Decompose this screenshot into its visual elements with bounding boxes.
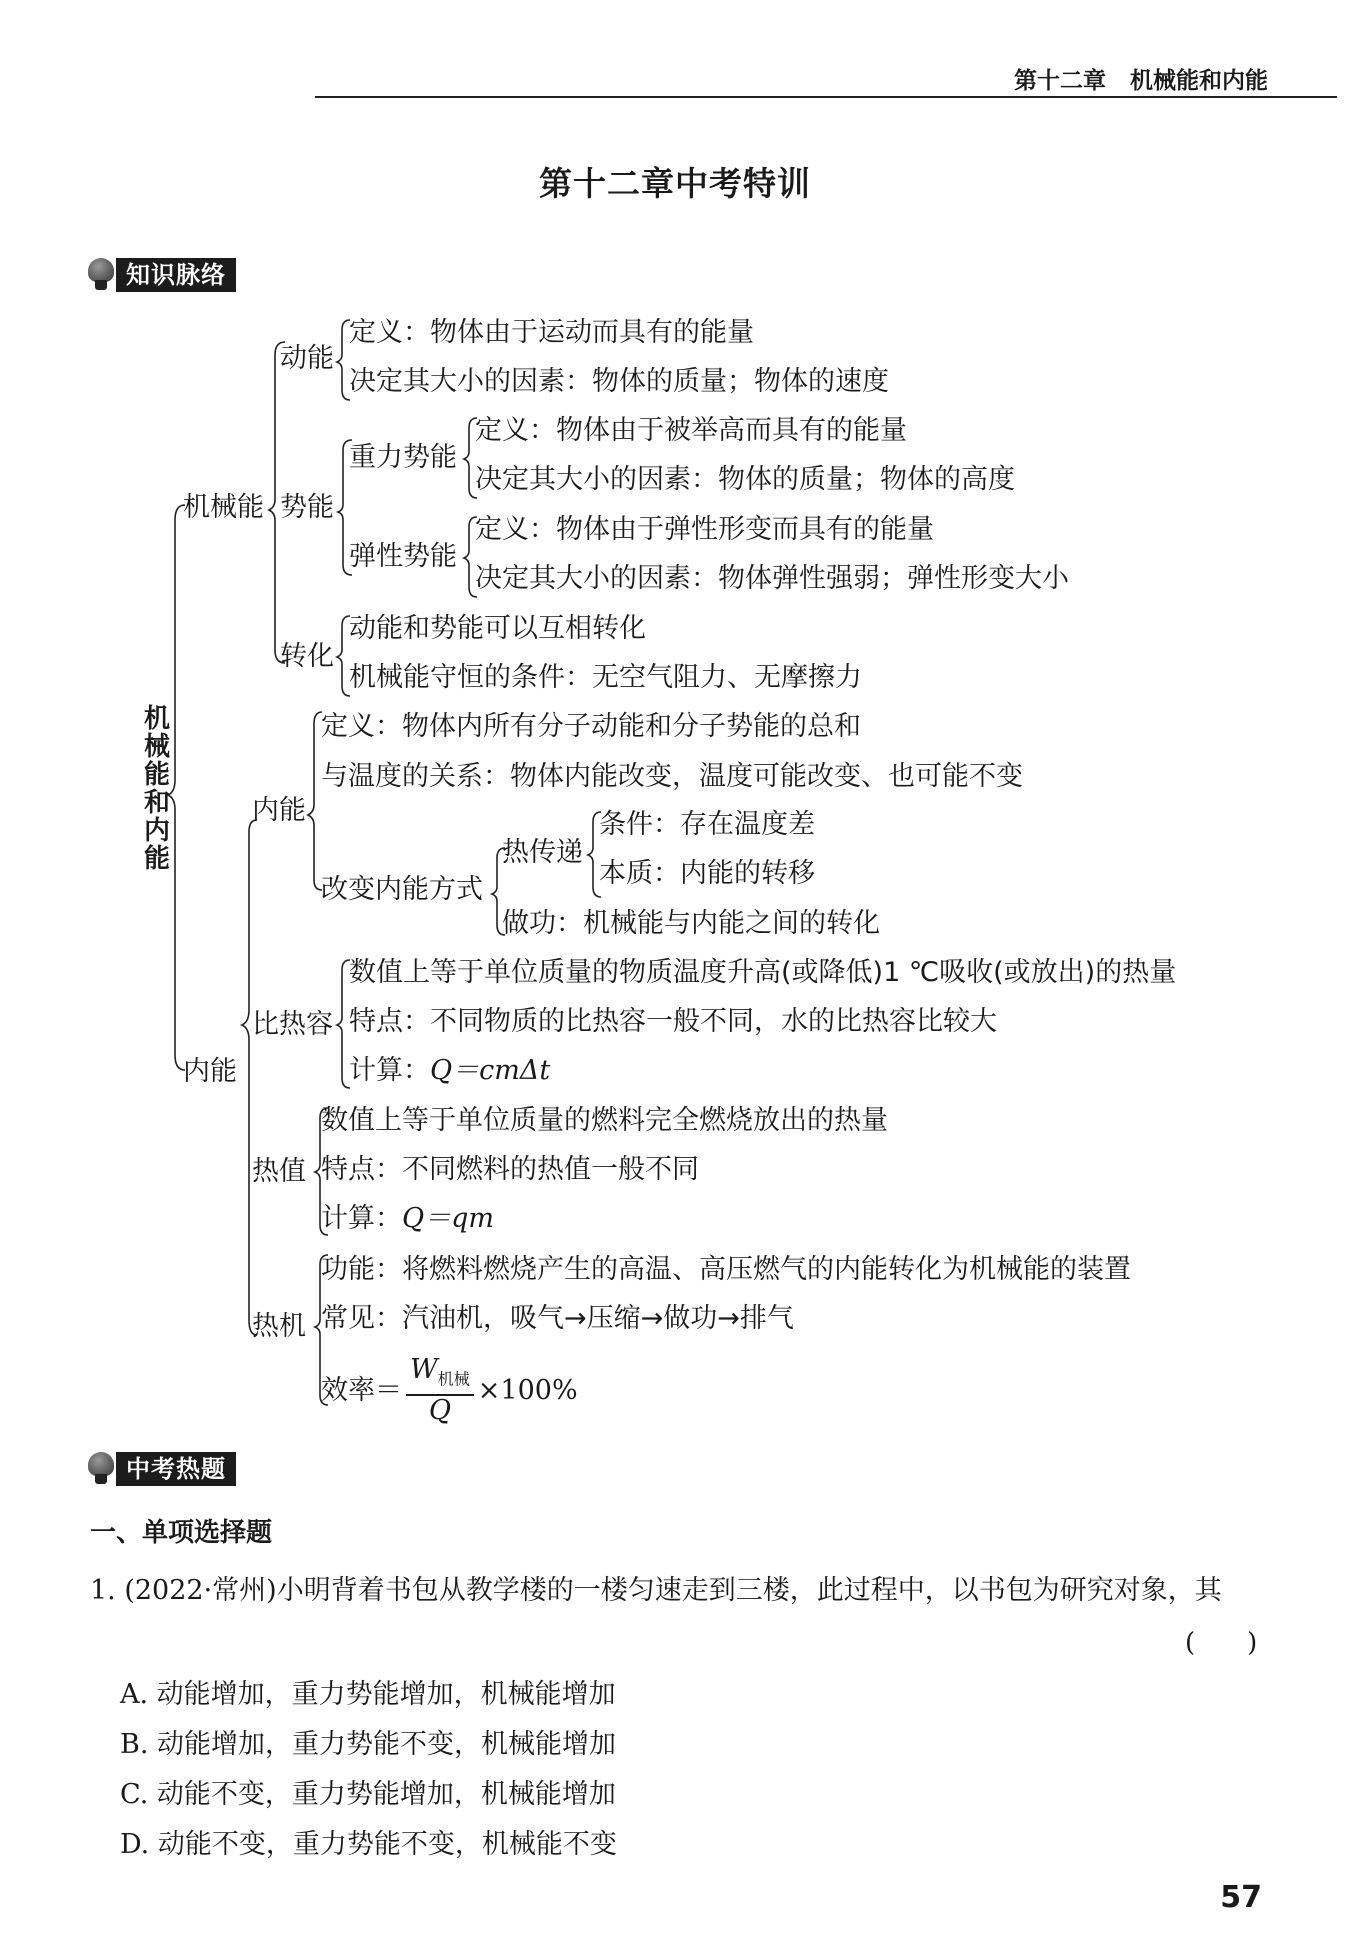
node-internal: 内能 [183,1056,237,1087]
eng-3-num: W [410,1354,438,1385]
hv-3-label: 计算： [321,1203,402,1234]
node-gravity-factors: 决定其大小的因素：物体的质量；物体的高度 [475,464,1015,495]
node-gravity: 重力势能 [349,442,457,473]
node-convert-2: 机械能守恒的条件：无空气阻力、无摩擦力 [349,662,862,693]
option-c: C. 动能不变，重力势能增加，机械能增加 [120,1779,616,1810]
node-elastic: 弹性势能 [349,541,457,572]
option-a: A. 动能增加，重力势能增加，机械能增加 [120,1679,616,1710]
brace-internal-sub [308,712,322,890]
node-kinetic-factors: 决定其大小的因素：物体的质量；物体的速度 [349,366,889,397]
tree-root: 机械能和内能 [143,704,170,874]
answer-blank: ( ) [1185,1628,1258,1658]
efficiency-fraction [406,1355,474,1426]
option-d: D. 动能不变，重力势能不变，机械能不变 [120,1829,617,1860]
option-b: B. 动能增加，重力势能不变，机械能增加 [120,1729,617,1760]
node-kinetic: 动能 [280,343,334,374]
question-type-heading: 一、单项选择题 [90,1518,273,1548]
node-gravity-def: 定义：物体由于被举高而具有的能量 [475,415,907,446]
page-title: 第十二章中考特训 [539,164,811,203]
node-eng-1: 功能：将燃料燃烧产生的高温、高压燃气的内能转化为机械能的装置 [321,1254,1131,1285]
section-tag-exam [88,1452,236,1486]
node-eng-3 [321,1355,578,1426]
lightbulb-icon [88,1452,114,1486]
hv-3-formula: Q＝qm [402,1203,495,1234]
node-internal-def: 定义：物体内所有分子动能和分子势能的总和 [321,711,861,742]
node-internal-sub: 内能 [252,795,306,826]
node-potential: 势能 [280,492,334,523]
node-sh-2: 特点：不同物质的比热容一般不同，水的比热容比较大 [349,1006,997,1037]
node-convert-1: 动能和势能可以互相转化 [349,613,646,644]
node-mech: 机械能 [183,492,264,523]
node-work: 做功：机械能与内能之间的转化 [502,908,880,939]
node-elastic-def: 定义：物体由于弹性形变而具有的能量 [475,514,934,545]
section-tag-label: 知识脉络 [116,258,236,292]
node-ht-essence: 本质：内能的转移 [599,858,815,889]
node-ht-cond: 条件：存在温度差 [599,809,815,840]
node-convert: 转化 [280,641,334,672]
node-eng-2: 常见：汽油机，吸气→压缩→做功→排气 [321,1303,794,1334]
question-1-stem: 1. (2022·常州)小明背着书包从教学楼的一楼匀速走到三楼，此过程中，以书包为研究对象，其 [90,1575,1222,1606]
node-specific-heat: 比热容 [252,1009,333,1040]
node-elastic-factors: 决定其大小的因素：物体弹性强弱；弹性形变大小 [475,563,1069,594]
node-hv-1: 数值上等于单位质量的燃料完全燃烧放出的热量 [321,1105,888,1136]
node-sh-3 [349,1054,550,1088]
node-hv-2: 特点：不同燃料的热值一般不同 [321,1154,699,1185]
node-kinetic-def: 定义：物体由于运动而具有的能量 [349,317,754,348]
eng-3-den: Q [428,1395,451,1427]
node-change-way: 改变内能方式 [321,874,483,905]
node-hv-3 [321,1202,494,1236]
node-engine: 热机 [252,1311,306,1342]
header-topic: 机械能和内能 [1130,68,1268,94]
header-chapter: 第十二章 [1013,68,1106,94]
sh-3-formula: Q＝cmΔt [430,1055,551,1086]
node-heat-value: 热值 [252,1156,306,1187]
sh-3-label: 计算： [349,1055,430,1086]
eng-3-sub: 机械 [437,1369,470,1389]
eng-3-label: 效率＝ [321,1374,402,1406]
node-sh-1: 数值上等于单位质量的物质温度升高(或降低)1 ℃吸收(或放出)的热量 [349,957,1177,988]
section-tag-label: 中考热题 [116,1452,236,1486]
page-number: 57 [1220,1880,1262,1915]
eng-3-tail: ×100% [477,1374,578,1406]
brace-internal [242,820,257,1335]
node-internal-temp: 与温度的关系：物体内能改变，温度可能改变、也可能不变 [321,761,1023,792]
node-heat-transfer: 热传递 [502,837,583,868]
